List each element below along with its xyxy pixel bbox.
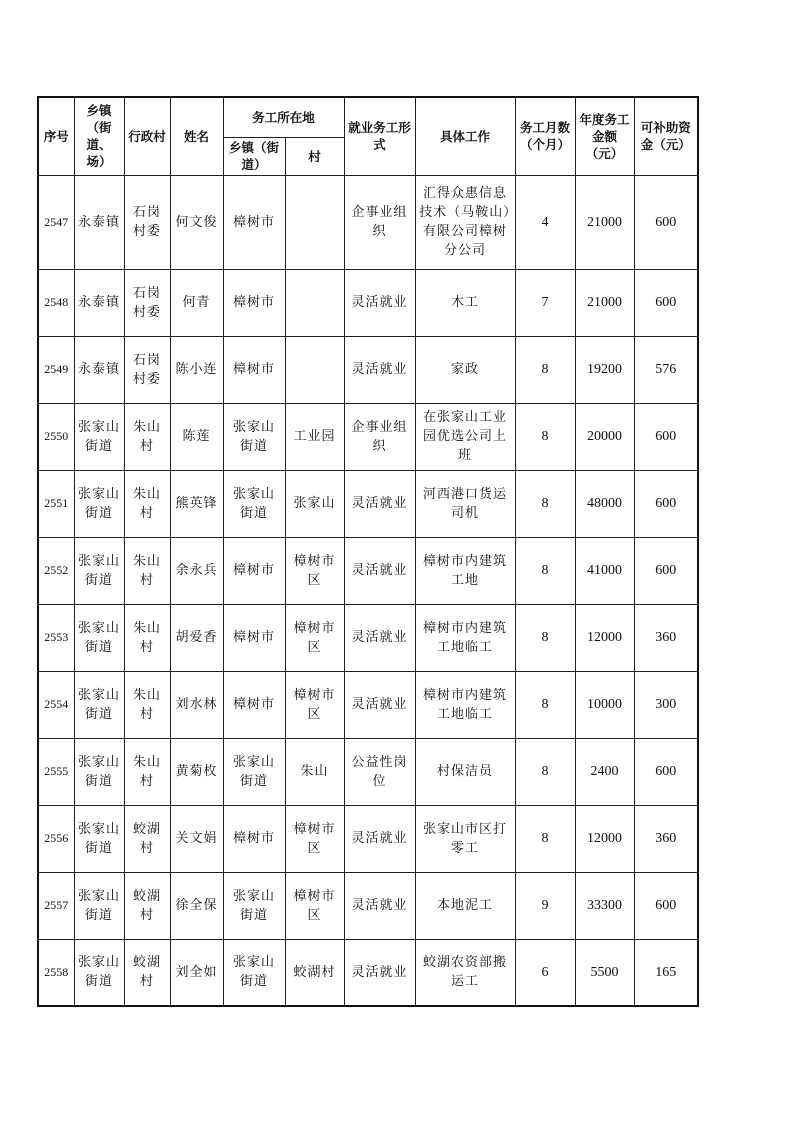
header-amount: 年度务工金额（元） (575, 97, 634, 175)
table-row (38, 470, 698, 537)
header-work-town: 乡镇（街道） (223, 137, 285, 175)
cell-work-town: 张家山街道 (223, 872, 285, 939)
cell-employment-form: 公益性岗位 (344, 738, 415, 805)
cell-subsidy: 600 (634, 403, 698, 470)
cell-work-village (285, 269, 344, 336)
cell-seq: 2558 (38, 939, 74, 1006)
cell-town: 张家山街道 (74, 671, 124, 738)
cell-months: 7 (515, 269, 575, 336)
table-row (38, 175, 698, 269)
header-seq: 序号 (38, 97, 74, 175)
header-village: 行政村 (124, 97, 170, 175)
header-work-village: 村 (285, 137, 344, 175)
cell-village: 石岗村委 (124, 175, 170, 269)
cell-town: 张家山街道 (74, 738, 124, 805)
cell-work-town: 樟树市 (223, 269, 285, 336)
cell-months: 8 (515, 336, 575, 403)
cell-work-village: 樟树市区 (285, 604, 344, 671)
cell-town: 张家山街道 (74, 872, 124, 939)
cell-subsidy: 300 (634, 671, 698, 738)
cell-job: 在张家山工业园优选公司上班 (415, 403, 515, 470)
cell-months: 8 (515, 805, 575, 872)
cell-employment-form: 企事业组织 (344, 403, 415, 470)
cell-job: 河西港口货运司机 (415, 470, 515, 537)
cell-name: 何青 (170, 269, 223, 336)
cell-amount: 12000 (575, 604, 634, 671)
cell-amount: 10000 (575, 671, 634, 738)
cell-seq: 2551 (38, 470, 74, 537)
cell-amount: 21000 (575, 175, 634, 269)
cell-job: 樟树市内建筑工地临工 (415, 604, 515, 671)
cell-work-town: 樟树市 (223, 805, 285, 872)
cell-village: 朱山村 (124, 671, 170, 738)
cell-town: 张家山街道 (74, 604, 124, 671)
cell-village: 朱山村 (124, 738, 170, 805)
cell-months: 8 (515, 537, 575, 604)
cell-seq: 2548 (38, 269, 74, 336)
cell-village: 朱山村 (124, 604, 170, 671)
subsidy-roster-table (37, 96, 699, 1007)
cell-employment-form: 灵活就业 (344, 470, 415, 537)
cell-employment-form: 灵活就业 (344, 269, 415, 336)
cell-months: 8 (515, 470, 575, 537)
cell-town: 张家山街道 (74, 805, 124, 872)
header-name: 姓名 (170, 97, 223, 175)
cell-amount: 19200 (575, 336, 634, 403)
cell-work-town: 张家山街道 (223, 403, 285, 470)
cell-job: 村保洁员 (415, 738, 515, 805)
cell-work-town: 樟树市 (223, 604, 285, 671)
cell-seq: 2553 (38, 604, 74, 671)
cell-employment-form: 灵活就业 (344, 805, 415, 872)
cell-work-village: 樟树市区 (285, 537, 344, 604)
cell-subsidy: 600 (634, 470, 698, 537)
cell-village: 朱山村 (124, 403, 170, 470)
cell-job: 张家山市区打零工 (415, 805, 515, 872)
cell-work-village: 朱山 (285, 738, 344, 805)
cell-subsidy: 360 (634, 604, 698, 671)
cell-amount: 41000 (575, 537, 634, 604)
cell-town: 永泰镇 (74, 175, 124, 269)
cell-months: 6 (515, 939, 575, 1006)
cell-employment-form: 灵活就业 (344, 939, 415, 1006)
cell-amount: 48000 (575, 470, 634, 537)
cell-name: 熊英锋 (170, 470, 223, 537)
cell-job: 木工 (415, 269, 515, 336)
cell-name: 关文娟 (170, 805, 223, 872)
table-row (38, 738, 698, 805)
cell-subsidy: 600 (634, 738, 698, 805)
cell-town: 永泰镇 (74, 336, 124, 403)
table-body (38, 175, 698, 1006)
cell-work-village: 樟树市区 (285, 805, 344, 872)
cell-employment-form: 灵活就业 (344, 336, 415, 403)
cell-village: 蛟湖村 (124, 805, 170, 872)
cell-subsidy: 600 (634, 537, 698, 604)
cell-village: 朱山村 (124, 470, 170, 537)
header-employment-form: 就业务工形式 (344, 97, 415, 175)
cell-amount: 20000 (575, 403, 634, 470)
cell-subsidy: 360 (634, 805, 698, 872)
cell-name: 胡爱香 (170, 604, 223, 671)
header-town: 乡镇（街道、场） (74, 97, 124, 175)
table-row (38, 805, 698, 872)
cell-months: 8 (515, 738, 575, 805)
cell-subsidy: 165 (634, 939, 698, 1006)
cell-seq: 2557 (38, 872, 74, 939)
cell-name: 何文俊 (170, 175, 223, 269)
cell-name: 刘全如 (170, 939, 223, 1006)
header-months: 务工月数（个月） (515, 97, 575, 175)
header-job: 具体工作 (415, 97, 515, 175)
table-row (38, 336, 698, 403)
cell-town: 张家山街道 (74, 470, 124, 537)
table-row (38, 604, 698, 671)
cell-employment-form: 灵活就业 (344, 872, 415, 939)
table-row (38, 939, 698, 1006)
cell-work-village: 蛟湖村 (285, 939, 344, 1006)
cell-work-village: 工业园 (285, 403, 344, 470)
cell-employment-form: 灵活就业 (344, 671, 415, 738)
cell-town: 张家山街道 (74, 939, 124, 1006)
cell-village: 蛟湖村 (124, 939, 170, 1006)
cell-job: 樟树市内建筑工地 (415, 537, 515, 604)
cell-work-town: 张家山街道 (223, 470, 285, 537)
cell-town: 张家山街道 (74, 403, 124, 470)
cell-village: 石岗村委 (124, 336, 170, 403)
cell-name: 陈小连 (170, 336, 223, 403)
cell-subsidy: 600 (634, 175, 698, 269)
header-subsidy: 可补助资金（元） (634, 97, 698, 175)
cell-town: 永泰镇 (74, 269, 124, 336)
cell-subsidy: 600 (634, 872, 698, 939)
cell-amount: 33300 (575, 872, 634, 939)
cell-work-village (285, 175, 344, 269)
cell-job: 汇得众惠信息技术（马鞍山）有限公司樟树分公司 (415, 175, 515, 269)
cell-work-town: 樟树市 (223, 671, 285, 738)
cell-job: 樟树市内建筑工地临工 (415, 671, 515, 738)
cell-work-town: 樟树市 (223, 537, 285, 604)
cell-work-village: 张家山 (285, 470, 344, 537)
cell-village: 蛟湖村 (124, 872, 170, 939)
table-row (38, 269, 698, 336)
table-row (38, 671, 698, 738)
cell-subsidy: 576 (634, 336, 698, 403)
cell-employment-form: 企事业组织 (344, 175, 415, 269)
cell-seq: 2554 (38, 671, 74, 738)
cell-name: 黄菊枚 (170, 738, 223, 805)
cell-work-village: 樟树市区 (285, 872, 344, 939)
cell-village: 石岗村委 (124, 269, 170, 336)
cell-name: 陈莲 (170, 403, 223, 470)
table-row (38, 403, 698, 470)
cell-months: 8 (515, 604, 575, 671)
cell-village: 朱山村 (124, 537, 170, 604)
table-row (38, 537, 698, 604)
table-header (38, 97, 698, 175)
cell-work-town: 张家山街道 (223, 939, 285, 1006)
cell-town: 张家山街道 (74, 537, 124, 604)
cell-seq: 2552 (38, 537, 74, 604)
cell-work-town: 张家山街道 (223, 738, 285, 805)
cell-work-village (285, 336, 344, 403)
cell-job: 蛟湖农资部搬运工 (415, 939, 515, 1006)
cell-job: 本地泥工 (415, 872, 515, 939)
cell-job: 家政 (415, 336, 515, 403)
header-work-place: 务工所在地 (223, 97, 344, 137)
cell-subsidy: 600 (634, 269, 698, 336)
cell-seq: 2547 (38, 175, 74, 269)
cell-work-village: 樟树市区 (285, 671, 344, 738)
cell-months: 8 (515, 671, 575, 738)
cell-seq: 2549 (38, 336, 74, 403)
cell-name: 刘水林 (170, 671, 223, 738)
cell-seq: 2555 (38, 738, 74, 805)
cell-months: 8 (515, 403, 575, 470)
cell-name: 徐全保 (170, 872, 223, 939)
cell-months: 4 (515, 175, 575, 269)
cell-employment-form: 灵活就业 (344, 604, 415, 671)
cell-amount: 5500 (575, 939, 634, 1006)
cell-work-town: 樟树市 (223, 336, 285, 403)
cell-name: 余永兵 (170, 537, 223, 604)
cell-amount: 12000 (575, 805, 634, 872)
cell-months: 9 (515, 872, 575, 939)
cell-seq: 2550 (38, 403, 74, 470)
cell-amount: 21000 (575, 269, 634, 336)
cell-seq: 2556 (38, 805, 74, 872)
cell-amount: 2400 (575, 738, 634, 805)
cell-employment-form: 灵活就业 (344, 537, 415, 604)
table-row (38, 872, 698, 939)
cell-work-town: 樟树市 (223, 175, 285, 269)
